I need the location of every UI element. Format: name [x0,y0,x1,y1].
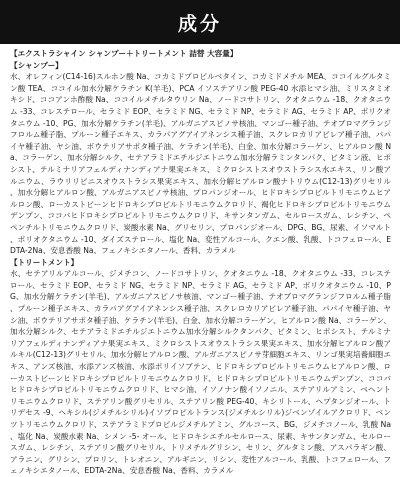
treatment-ingredients: 水、セテアリルアルコール、ジメチコン、ノードコサトリン、クオタニウム -18、クオタニウム -33、コレステロール、セラミド EOP、セラミド NG、セラミド NP、セラミド AG、セラミド AP、ポリクオタニウム -10、PG、加水分解ケラチン(羊毛)、アルガニアスピノサ核油、マンゴー種子油、テオブロマグランジフロルム種子脂、プルーン種子エキス、カラパアグアイアネンシス種子油、スクレロカリアビレア種子油、パパイヤ種子油、ヤシ油、ボウテリアサポタ種子油、ケラチン(羊毛)、白金、加水分解コラーゲン、ヒアルロン酸 Na、コラーゲン、加水分解シルク、セテアラミドエチルジエトニウム加水分解シルクタンパク、ビタミン、ヒポシスト、テルミナリアフェルディナンディアナ果実エキス、ミクロシストスオウストラシス果実エキス、加水分解ヒアルロン酸アルキル(C12-13)グリセリル、加水分解ヒアルロン酸、アルガニアスピノサ芽細胞エキス、リンゴ果実培養細胞エキス、アンズ核油、水添アンズ核油、水添ポリイソブテン、ヒドロキシプロピルトリモニウムヒアルロン酸、ローカストビーンヒドロキシプロピルトリモニウムクロリド、ヒドロキシプロピルトリモニウムデンプン、ココバヒドロキシプロピルトリモニウムクロリド、ヒマシ油、イソノナン酸イソノニル、ステアリルアミン、ベヘントリモニウムクロリド、ステアリン酸グリセリル、ステアリン酸 PEG-40、キシリトール、ヘプタンジオール、トリデセス -9、ヘキシル(ジメチルシリル)イソプロピルトランス(ジメチルシリル)ジベンゾイルアクロリド、ベンツトリモニウムクロリド、ステアラミドプロピルジメチルアミン、グルコース、BG、ジメチコノール、乳酸 Na、塩化 Na、炭酸水素 Na、シメン -5- オール、ヒドロキシエチルセルロース、尿素、キサンタンガム、セルロースガム、レシチン、ステアリン酸グリセリル、トリメチルグリシン、セリン、グルタミン酸、アスパラギン酸、アラニン、グリシン、プロリン、トレオニン、アルギニン、リシン、変性アルコール、乳酸、トコフェロール、フェノキシエタノール、EDTA-2Na、安息香酸 Na、香料、カラメル [10,269,391,476]
treatment-section-label: 【トリートメント】 [10,257,79,267]
header-bar [0,0,400,44]
shampoo-section-label: 【シャンプー】 [10,60,63,70]
product-title: 【エクストラシャイン シャンプー＋トリートメント 詰替 大容量】 [10,49,238,58]
page-title: 成分 [177,12,222,35]
ingredients-content [0,44,400,477]
shampoo-ingredients: 水、オレフィン(C14-16)スルホン酸 Na、コカミドプロピルベタイン、コカミドメチル MEA、ココイルグルタミン酸 TEA、ココイル加水分解ケラチン K(羊毛)、PCA イソステアリン酸 PEG-40 水添ヒマシ油、ミリスタミオキシド、ココアンホ酢酸 Na、ココイルメチルタウリン Na、ノードコサトリン、クオタニウム -18、クオタニウム -33、コレステロール、セラミド EOP、セラミド NG、セラミド NP、セラミド AG、セラミド AP、ポリクオタニウム -10、PG、加水分解ケラチン(羊毛)、アルガニアスピノサ核油、マンゴー種子油、テオブロマグランジフロルム種子脂、プルーン種子エキス、カラパアグアイアネンシス種子油、スクレロカリアビレア種子油、パパイヤ種子油、ヤシ油、ボウテリアサポタ種子油、ケラチン(羊毛)、白金、加水分解コラーゲン、ヒアルロン酸 Na、コラーゲン、加水分解シルク、セテアラミドエチルジエトニウム加水分解ラミンタンパク、ビタミン液、ヒポシスト、テルミナリアフェルディナンディアナ果実エキス、ミクロシストスオウストラシス水エキス、リン酸アルニウム、ラウリリビニスオウストラシス果実エキス、加水分解ヒアルロン酸ナトリウム(C12-13)グリセリル、加水分解ヒアルロン酸、アルガニアスピノサ核油、プロパンジオール、ヒドロキシプロピルトリモニウムヒアルロン酸、ローカストビーンヒドロキシプロピルトリモニウムクロリド、褐化ヒドロキシプロピルトリモニウムデンプン、ココバヒドロキシプロピルトリモニウムクロリド、キサンタンガム、セルロースガム、レシチン、ペペンチルトリモニウムクロリド、炭酸水素 Na、グリセリン、プロパンジオール、DPG、BG、尿素、イソマルト、ポリオクタニウム -10、ダイズステロール、塩化 Na、変性アルコール、クエン酸、乳酸、トコフェロール、EDTA-2Na、安息香酸 Na、フェノキシエタノール、香料、カラメル [10,72,391,256]
